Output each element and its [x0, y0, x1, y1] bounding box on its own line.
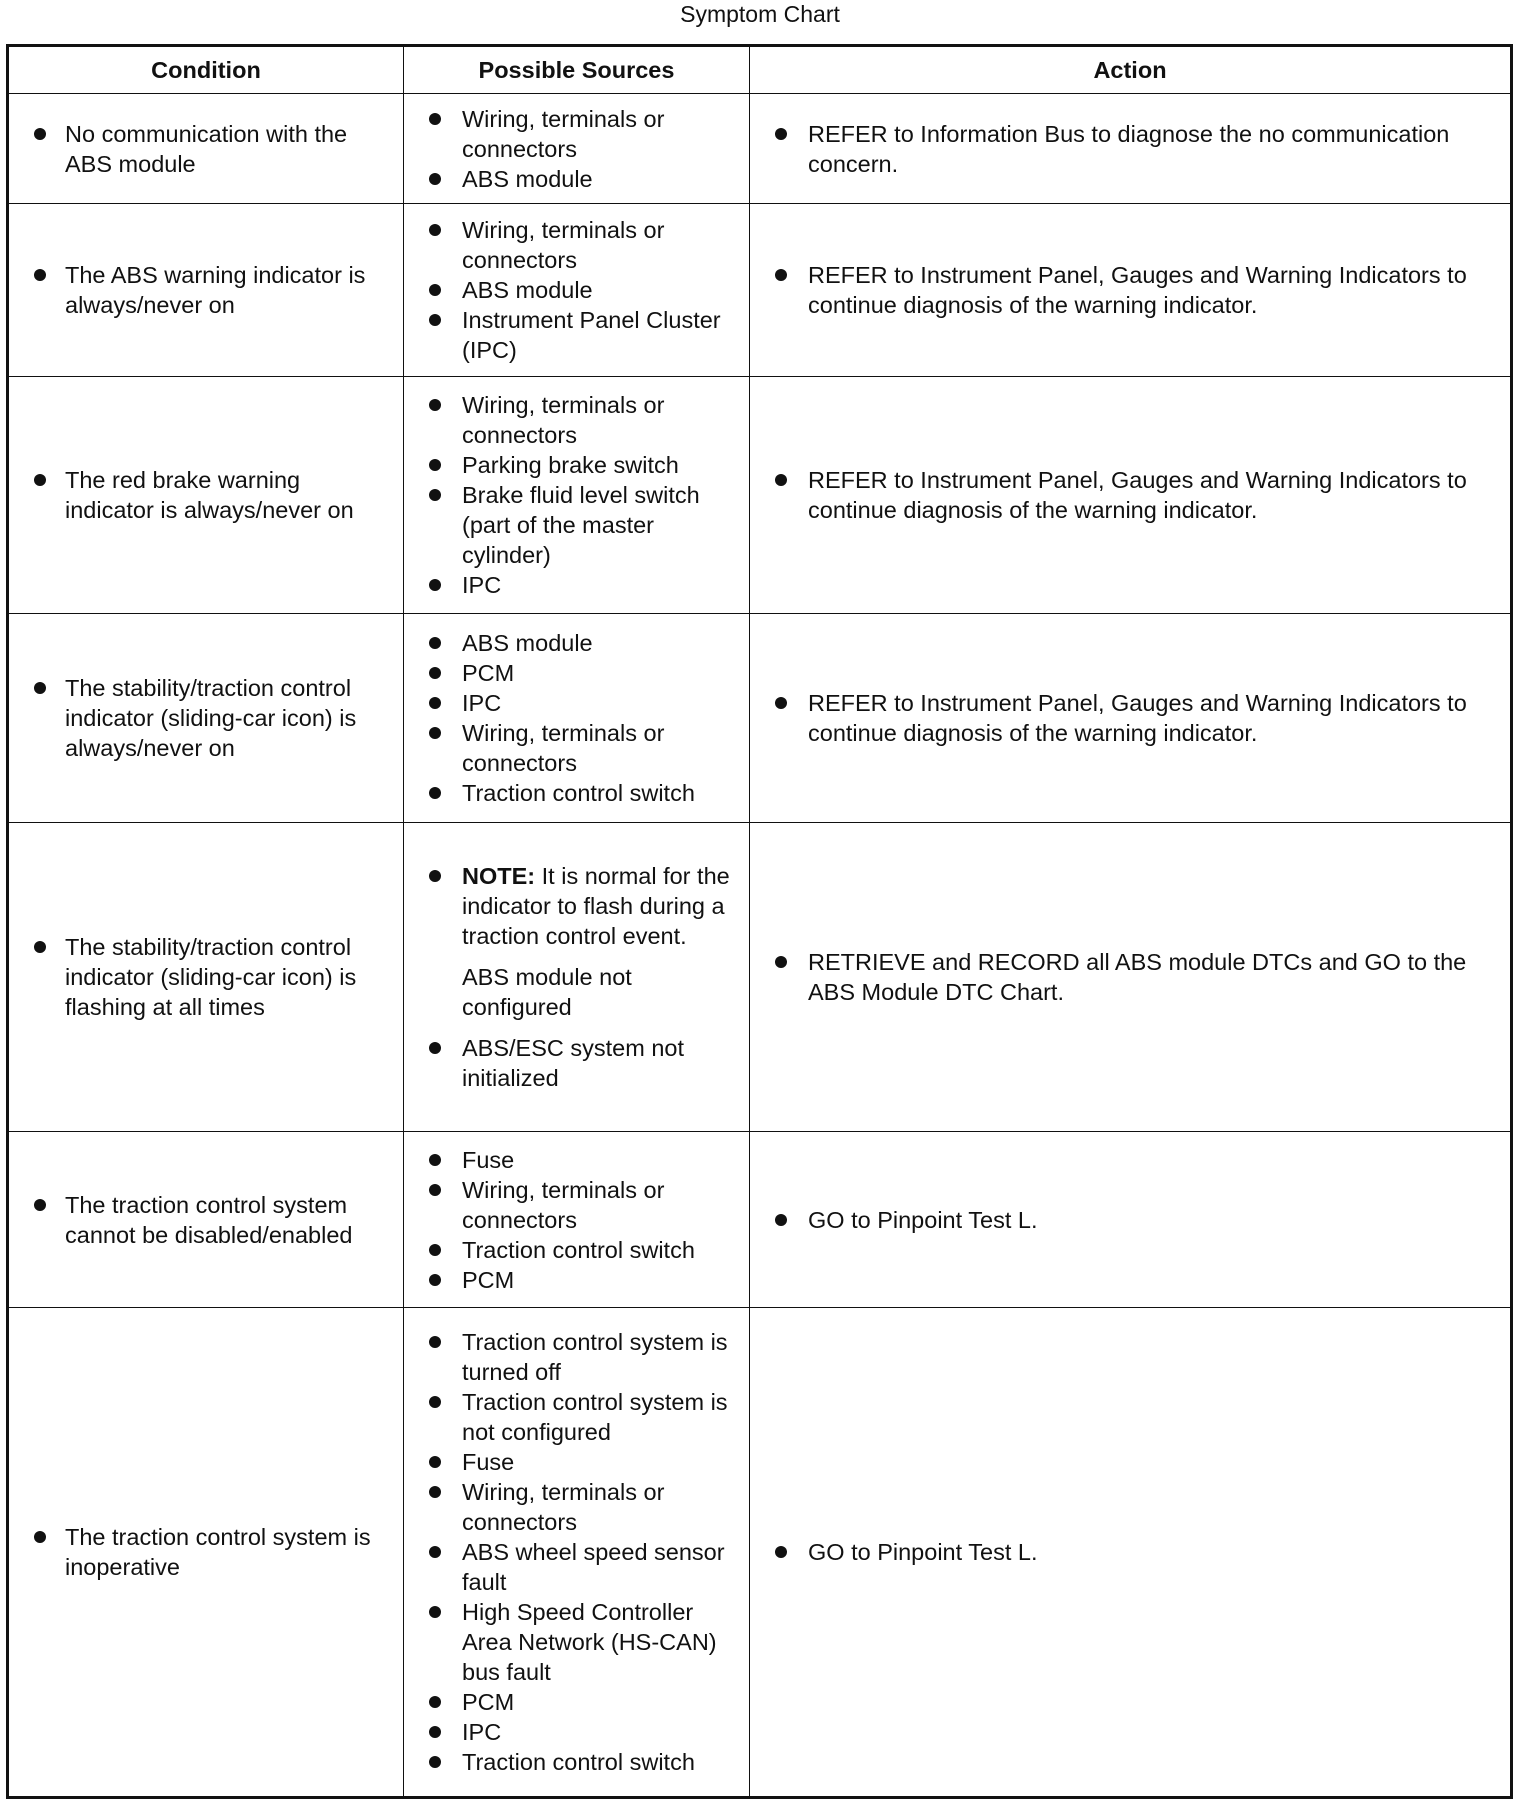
sources-cell — [404, 1132, 750, 1308]
table-row — [8, 823, 1512, 1132]
sources-cell — [404, 377, 750, 614]
header-possible-sources: Possible Sources — [404, 46, 750, 94]
note-item — [404, 861, 741, 951]
source-item: Wiring, terminals or connectors — [404, 1477, 741, 1537]
table-row — [8, 377, 1512, 614]
page-title: Symptom Chart — [680, 1, 840, 27]
sources-cell — [404, 614, 750, 823]
condition-text: The stability/traction control indicator (sliding-car icon) is flashing at all times — [9, 932, 395, 1022]
condition-text: The traction control system cannot be disabled/enabled — [9, 1190, 395, 1250]
sources-cell — [404, 823, 750, 1132]
sources-cell — [404, 1308, 750, 1798]
condition-cell — [8, 1308, 404, 1798]
source-item: IPC — [404, 1717, 741, 1747]
source-item: High Speed Controller Area Network (HS-CAN) bus fault — [404, 1597, 741, 1687]
table-row — [8, 204, 1512, 377]
condition-cell — [8, 377, 404, 614]
condition-text: The traction control system is inoperative — [9, 1522, 395, 1582]
table-header-row — [8, 46, 1512, 94]
table-row — [8, 1308, 1512, 1798]
action-cell — [750, 377, 1512, 614]
action-text: REFER to Information Bus to diagnose the no communication concern. — [750, 119, 1502, 179]
source-item: Traction control system is not configured — [404, 1387, 741, 1447]
action-cell — [750, 1308, 1512, 1798]
source-item: Wiring, terminals or connectors — [404, 718, 741, 778]
condition-cell — [8, 1132, 404, 1308]
note-subtext: ABS module not configured — [462, 964, 632, 1020]
sources-cell — [404, 94, 750, 204]
note-text: It is normal for the indicator to flash during a traction control event. — [462, 863, 730, 949]
source-item: Brake fluid level switch (part of the master cylinder) — [404, 480, 741, 570]
source-item: PCM — [404, 658, 741, 688]
sources-cell — [404, 204, 750, 377]
source-item: IPC — [404, 688, 741, 718]
table-row — [8, 614, 1512, 823]
source-item: Traction control switch — [404, 1747, 741, 1777]
source-item: Traction control switch — [404, 778, 741, 808]
action-cell — [750, 614, 1512, 823]
source-item: Parking brake switch — [404, 450, 741, 480]
source-item: Fuse — [404, 1447, 741, 1477]
action-text: GO to Pinpoint Test L. — [750, 1537, 1502, 1567]
source-item: ABS module — [404, 164, 741, 194]
action-text: RETRIEVE and RECORD all ABS module DTCs and GO to the ABS Module DTC Chart. — [750, 947, 1502, 1007]
condition-text: The ABS warning indicator is always/never on — [9, 260, 395, 320]
source-item: Wiring, terminals or connectors — [404, 104, 741, 164]
action-text: REFER to Instrument Panel, Gauges and Warning Indicators to continue diagnosis of the warning indicator. — [750, 260, 1502, 320]
source-item: PCM — [404, 1265, 741, 1295]
source-item: Fuse — [404, 1145, 741, 1175]
header-action: Action — [750, 46, 1512, 94]
source-item: Traction control system is turned off — [404, 1327, 741, 1387]
action-text: REFER to Instrument Panel, Gauges and Warning Indicators to continue diagnosis of the warning indicator. — [750, 688, 1502, 748]
source-item: Instrument Panel Cluster (IPC) — [404, 305, 741, 365]
condition-cell — [8, 614, 404, 823]
source-item: IPC — [404, 570, 741, 600]
table-row — [8, 1132, 1512, 1308]
source-item: ABS/ESC system not initialized — [404, 1033, 741, 1093]
condition-text: The stability/traction control indicator (sliding-car icon) is always/never on — [9, 673, 395, 763]
action-cell — [750, 94, 1512, 204]
condition-cell — [8, 823, 404, 1132]
header-condition: Condition — [8, 46, 404, 94]
source-item: PCM — [404, 1687, 741, 1717]
table-row — [8, 94, 1512, 204]
condition-cell — [8, 204, 404, 377]
source-item: Wiring, terminals or connectors — [404, 390, 741, 450]
condition-cell — [8, 94, 404, 204]
source-item: Wiring, terminals or connectors — [404, 215, 741, 275]
condition-text: The red brake warning indicator is always/never on — [9, 465, 395, 525]
symptom-chart-table — [6, 44, 1513, 1799]
source-item: ABS wheel speed sensor fault — [404, 1537, 741, 1597]
action-cell — [750, 204, 1512, 377]
source-item: ABS module — [404, 628, 741, 658]
action-text: REFER to Instrument Panel, Gauges and Warning Indicators to continue diagnosis of the warning indicator. — [750, 465, 1502, 525]
source-item: ABS module — [404, 275, 741, 305]
source-item: Wiring, terminals or connectors — [404, 1175, 741, 1235]
note-label: NOTE: — [462, 863, 536, 889]
action-cell — [750, 1132, 1512, 1308]
action-cell — [750, 823, 1512, 1132]
condition-text: No communication with the ABS module — [9, 119, 395, 179]
action-text: GO to Pinpoint Test L. — [750, 1205, 1502, 1235]
source-item: Traction control switch — [404, 1235, 741, 1265]
